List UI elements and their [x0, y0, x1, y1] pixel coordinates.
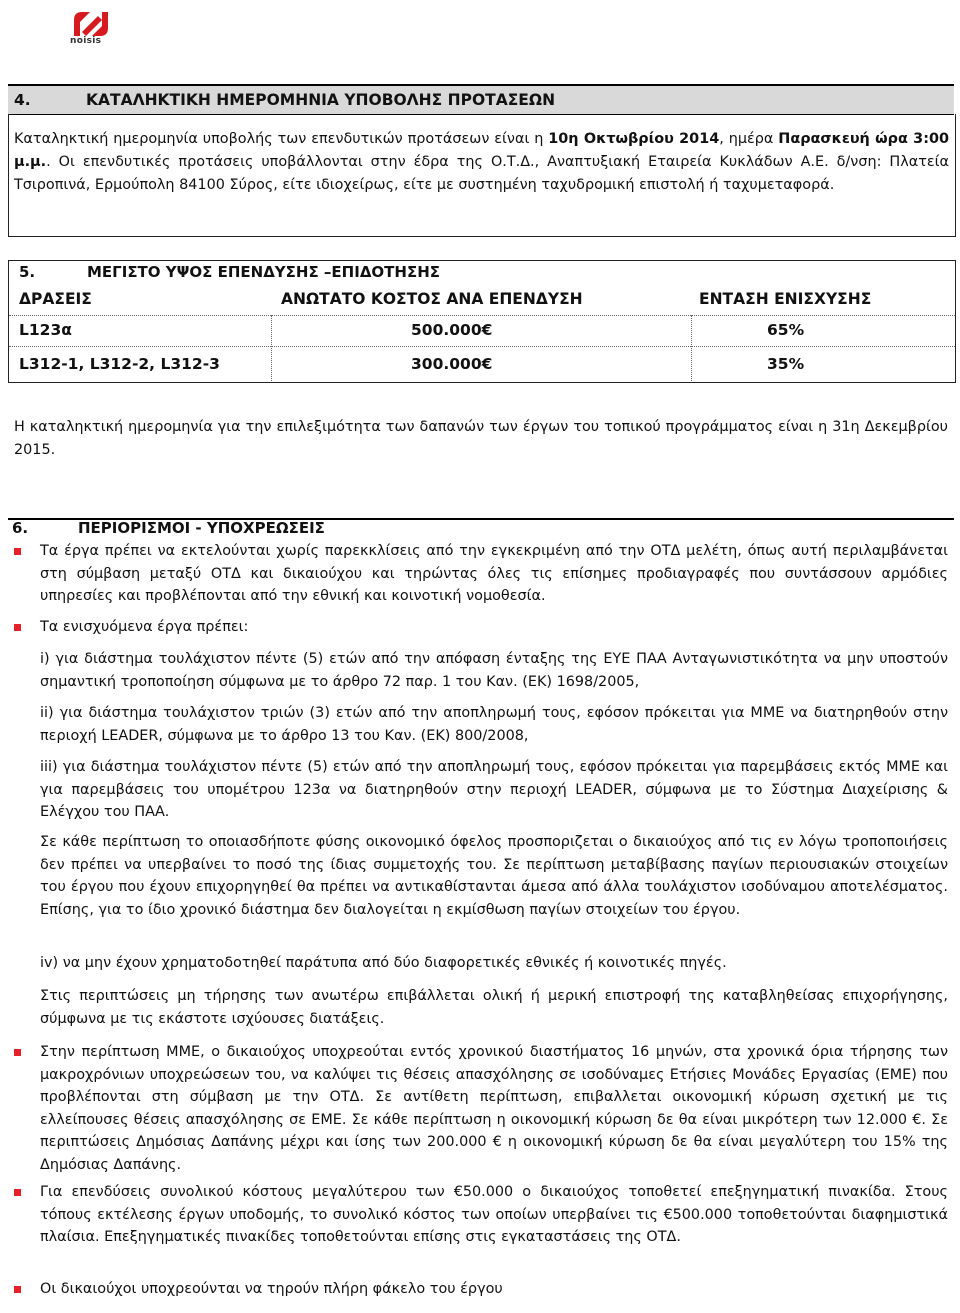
condition-iii: iii) για διάστημα τουλάχιστον πέντε (5) ετών από την αποπληρωμή τους, εφόσον πρόκειται για παρεμβάσεις εκτός ΜΜΕ και για παρεμβάσεις του υπομέτρου 123α να διατηρηθούν στην περιοχή LEADER, σύμφωνα με το Σύστημα Διαχείρισης & Ελέγχου του ΠΑΑ. [40, 759, 948, 820]
header-aid-intensity: ΕΝΤΑΣΗ ΕΝΙΣΧΥΣΗΣ [699, 290, 872, 308]
bullet-icon [14, 1189, 21, 1196]
section-6-title: 6. ΠΕΡΙΟΡΙΣΜΟΙ - ΥΠΟΧΡΕΩΣΕΙΣ [12, 519, 325, 537]
header-actions: ΔΡΑΣΕΙΣ [19, 290, 92, 308]
table-header-row [9, 285, 955, 316]
obligation-3: Στην περίπτωση ΜΜΕ, ο δικαιούχος υποχρεούται εντός χρονικού διαστήματος 16 μηνών, στα χρονικά όρια τήρησης των μακροχρόνιων υποχρεώσεων του, να καλύψει τις θέσεις απασχόλησης σε ισοδύναμες Ετήσιες Μονάδες Εργασίας (ΕΜΕ) που προβλέπονται στη σύμβαση με την ΟΤΔ. Σε αντίθετη περίπτωση, επιβαλλεται οικονομική κύρωση σχετική με τις ελλείπουσες θέσεις απασχόλησης σε ΕΜΕ. Σε κάθε περίπτωση η οικονομική κύρωση δε θα είναι μικρότερη των 12.000 €. Σε περιπτώσεις Δημόσιας Δαπάνης μέχρι και ίσης των 200.000 € η οικονομική κύρωση δε θα είναι μεγαλύτερη του 15% της Δημόσιας Δαπάνης. [40, 1044, 948, 1173]
condition-i: i) για διάστημα τουλάχιστον πέντε (5) ετών από την απόφαση ένταξης της ΕΥΕ ΠΑΑ Ανταγωνιστικότητα να μην υποστούν σημαντική τροποποίηση σύμφωνα με το άρθρο 72 παρ. 1 του Καν. (ΕΚ) 1698/2005, [40, 651, 948, 690]
bullet-icon [14, 1286, 21, 1293]
section-4-number: 4. [14, 91, 31, 109]
section-4-header [8, 84, 954, 115]
header-max-cost: ΑΝΩΤΑΤΟ ΚΟΣΤΟΣ ΑΝΑ ΕΠΕΝΔΥΣΗ [281, 290, 583, 308]
table-row: L312-1, L312-2, L312-3 300.000€ 35% [19, 355, 805, 373]
submission-deadline-text: Καταληκτική ημερομηνία υποβολής των επενδυτικών προτάσεων είναι η 10η Οκτωβρίου 2014, ημέρα Παρασκευή ώρα 3:00 μ.μ.. Οι επενδυτικές προτάσεις υποβάλλονται στην έδρα της Ο.Τ.Δ., Αναπτυξιακή Εταιρεία Κυκλάδων Α.Ε. δ/νση: Πλατεία Τσιροπινά, Ερμούπολη 84100 Σύρος, είτε ιδιοχείρως, είτε με συστημένη ταχυδρομική επιστολή ή ταχυμεταφορά. [14, 131, 949, 193]
bullet-icon [14, 1049, 21, 1056]
obligation-2: Τα ενισχυόμενα έργα πρέπει: [40, 619, 249, 635]
eligibility-date-text: Η καταληκτική ημερομηνία για την επιλεξιμότητα των δαπανών των έργων του τοπικού προγράμματος είναι η 31η Δεκεμβρίου 2015. [14, 419, 948, 458]
obligation-5: Οι δικαιούχοι υποχρεούνται να τηρούν πλήρη φάκελο του έργου [40, 1281, 503, 1297]
section-4-title: ΚΑΤΑΛΗΚΤΙΚΗ ΗΜΕΡΟΜΗΝΙΑ ΥΠΟΒΟΛΗΣ ΠΡΟΤΑΣΕΩΝ [86, 91, 556, 109]
section-5-title: 5. ΜΕΓΙΣΤΟ ΥΨΟΣ ΕΠΕΝΔΥΣΗΣ –ΕΠΙΔΟΤΗΣΗΣ [19, 263, 441, 281]
table-row: L123α 500.000€ 65% [9, 316, 955, 347]
logo-text: noisis [70, 36, 102, 46]
bullet-icon [14, 624, 21, 631]
benefit-paragraph: Σε κάθε περίπτωση το οποιασδήποτε φύσης οικονομικό όφελος προσποριζεται ο δικαιούχος από τις εν λόγω τροποποιήσεις δεν πρέπει να υπερβαίνει το ποσό της ίδιας συμμετοχής του. Σε περίπτωση μεταβίβασης παγίων περιουσιακών στοιχείων του έργου που έχουν επιχορηγηθεί θα πρέπει να αντικαθίστανται άμεσα από άλλα τουλάχιστον ισοδύναμου αποτελέσματος. Επίσης, για το ίδιο χρονικό διάστημα δεν διαλογείται η εκμίσθωση παγίων στοιχείων του έργου. [40, 834, 948, 918]
obligation-1: Τα έργα πρέπει να εκτελούνται χωρίς παρεκκλίσεις από την εγκεκριμένη από την ΟΤΔ μελέτη, όπως αυτή περιλαμβάνεται στη σύμβαση μεταξύ ΟΤΔ και δικαιούχου και τηρώντας όλες τις επίσημες προδιαγραφές που συντάσσουν αρμόδιες υπηρεσίες και προβλέπονται από την εθνική και κοινοτική νομοθεσία. [40, 543, 948, 604]
obligation-4: Για επενδύσεις συνολικού κόστους μεγαλύτερου των €50.000 ο δικαιούχος τοποθετεί επεξηγηματική πινακίδα. Στους τόπους εκτέλεσης έργων υποδομής, το συνολικό κόστος των οποίων υπερβαίνει τις €500.000 τοποθετούνται διαφημιστικά πλαίσια. Επεξηγηματικές πινακίδες τοποθετούνται επίσης στις εγκαταστάσεις της ΟΤΔ. [40, 1184, 948, 1245]
section-4-body [8, 114, 956, 237]
refund-paragraph: Στις περιπτώσεις μη τήρησης των ανωτέρω επιβάλλεται ολική ή μερική επιστροφή της καταβληθείσας επιχορήγησης, σύμφωνα με τις εκάστοτε ισχύουσες διατάξεις. [40, 988, 948, 1027]
bullet-icon [14, 548, 21, 555]
condition-iv: iv) να μην έχουν χρηματοδοτηθεί παράτυπα από δύο διαφορετικές εθνικές ή κοινοτικές πηγές. [40, 955, 727, 971]
condition-ii: ii) για διάστημα τουλάχιστον τριών (3) ετών από την αποπληρωμή τους, εφόσον πρόκειται για ΜΜΕ να διατηρηθούν στην περιοχή LEADER, σύμφωνα με το άρθρο 13 του Καν. (ΕΚ) 800/2008, [40, 705, 948, 744]
section-5-table [8, 260, 956, 383]
